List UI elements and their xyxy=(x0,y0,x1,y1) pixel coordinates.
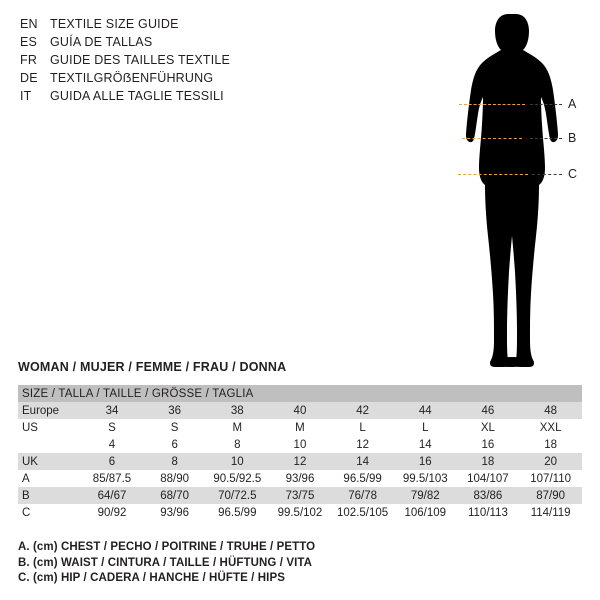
language-title: TEXTILE SIZE GUIDE xyxy=(50,17,179,31)
table-cell: 42 xyxy=(331,402,394,419)
table-cell: 99.5/102 xyxy=(269,504,332,521)
table-cell: 70/72.5 xyxy=(206,487,269,504)
table-cell: 14 xyxy=(331,453,394,470)
table-cell: S xyxy=(143,419,206,436)
language-header xyxy=(20,16,350,106)
table-cell: 8 xyxy=(206,436,269,453)
hip-lead-line xyxy=(532,174,562,175)
language-code: ES xyxy=(20,35,38,49)
row-label: B xyxy=(18,487,81,504)
table-cell: 93/96 xyxy=(143,504,206,521)
note-waist: B. (cm) WAIST / CINTURA / TAILLE / HÜFTUNG / VITA xyxy=(18,556,313,569)
table-cell: 6 xyxy=(81,453,144,470)
section-title-woman: WOMAN / MUJER / FEMME / FRAU / DONNA xyxy=(18,360,287,374)
table-cell: 16 xyxy=(457,436,520,453)
hip-label-c: C xyxy=(568,167,578,181)
table-cell: 85/87.5 xyxy=(81,470,144,487)
language-title: GUIDE DES TAILLES TEXTILE xyxy=(50,53,231,67)
row-label: C xyxy=(18,504,81,521)
language-row xyxy=(20,16,350,33)
table-cell: L xyxy=(394,419,457,436)
table-cell: 10 xyxy=(269,436,332,453)
row-label xyxy=(18,436,81,453)
table-cell: 18 xyxy=(519,436,582,453)
table-cell: 38 xyxy=(206,402,269,419)
table-cell: 12 xyxy=(331,436,394,453)
table-cell: 68/70 xyxy=(143,487,206,504)
table-cell: 14 xyxy=(394,436,457,453)
table-cell: 16 xyxy=(394,453,457,470)
table-cell: 18 xyxy=(457,453,520,470)
table-cell: 20 xyxy=(519,453,582,470)
table-cell: M xyxy=(269,419,332,436)
language-code: IT xyxy=(20,89,32,103)
chest-measure-line xyxy=(459,104,525,105)
table-row xyxy=(18,402,582,419)
row-label: UK xyxy=(18,453,81,470)
table-cell: 104/107 xyxy=(457,470,520,487)
table-cell: 114/119 xyxy=(519,504,582,521)
table-cell: 36 xyxy=(143,402,206,419)
hip-measure-line xyxy=(458,174,528,175)
waist-measure-line xyxy=(462,138,522,139)
waist-label-b: B xyxy=(568,131,577,145)
table-cell: 8 xyxy=(143,453,206,470)
table-row xyxy=(18,453,582,470)
table-cell: 96.5/99 xyxy=(206,504,269,521)
table-cell: S xyxy=(81,419,144,436)
table-cell: 34 xyxy=(81,402,144,419)
table-cell: 110/113 xyxy=(457,504,520,521)
table-header-row xyxy=(18,385,582,402)
row-label: Europe xyxy=(18,402,81,419)
note-chest: A. (cm) CHEST / PECHO / POITRINE / TRUHE / PETTO xyxy=(18,541,316,553)
language-code: DE xyxy=(20,71,38,85)
chest-label-a: A xyxy=(568,97,577,111)
table-cell: 107/110 xyxy=(519,470,582,487)
table-cell: 87/90 xyxy=(519,487,582,504)
table-row xyxy=(18,419,582,436)
table-cell: 93/96 xyxy=(269,470,332,487)
size-table-wrapper xyxy=(18,385,582,521)
table-cell: M xyxy=(206,419,269,436)
table-cell: 88/90 xyxy=(143,470,206,487)
language-code: EN xyxy=(20,17,38,31)
language-title: GUÍA DE TALLAS xyxy=(50,35,153,49)
table-cell: L xyxy=(331,419,394,436)
table-cell: 90.5/92.5 xyxy=(206,470,269,487)
table-cell: 4 xyxy=(81,436,144,453)
female-silhouette-figure xyxy=(430,10,590,370)
table-cell: 99.5/103 xyxy=(394,470,457,487)
table-cell: 73/75 xyxy=(269,487,332,504)
waist-lead-line xyxy=(530,138,562,139)
measurement-notes xyxy=(18,540,578,587)
language-row xyxy=(20,52,350,69)
table-cell: XL xyxy=(457,419,520,436)
table-cell: 12 xyxy=(269,453,332,470)
table-row xyxy=(18,470,582,487)
table-cell: 96.5/99 xyxy=(331,470,394,487)
language-row xyxy=(20,70,350,87)
chest-lead-line xyxy=(530,104,562,105)
language-row xyxy=(20,34,350,51)
table-row xyxy=(18,504,582,521)
table-cell: 106/109 xyxy=(394,504,457,521)
size-table xyxy=(18,385,582,521)
table-cell: XXL xyxy=(519,419,582,436)
table-cell: 44 xyxy=(394,402,457,419)
table-cell: 64/67 xyxy=(81,487,144,504)
note-hip: C. (cm) HIP / CADERA / HANCHE / HÜFTE / HIPS xyxy=(18,572,286,584)
table-cell: 6 xyxy=(143,436,206,453)
language-row xyxy=(20,88,350,105)
table-row xyxy=(18,436,582,453)
table-cell: 83/86 xyxy=(457,487,520,504)
table-cell: 76/78 xyxy=(331,487,394,504)
table-cell: 79/82 xyxy=(394,487,457,504)
table-cell: 102.5/105 xyxy=(331,504,394,521)
table-cell: 48 xyxy=(519,402,582,419)
table-cell: 40 xyxy=(269,402,332,419)
row-label: A xyxy=(18,470,81,487)
table-header-cell: SIZE / TALLA / TAILLE / GRÖSSE / TAGLIA xyxy=(18,385,582,402)
table-cell: 46 xyxy=(457,402,520,419)
row-label: US xyxy=(18,419,81,436)
table-cell: 10 xyxy=(206,453,269,470)
language-title: TEXTILGRÖẞENFÜHRUNG xyxy=(50,71,214,85)
language-code: FR xyxy=(20,53,38,67)
table-cell: 90/92 xyxy=(81,504,144,521)
body-silhouette-icon xyxy=(430,10,590,370)
language-title: GUIDA ALLE TAGLIE TESSILI xyxy=(50,89,224,103)
table-row xyxy=(18,487,582,504)
